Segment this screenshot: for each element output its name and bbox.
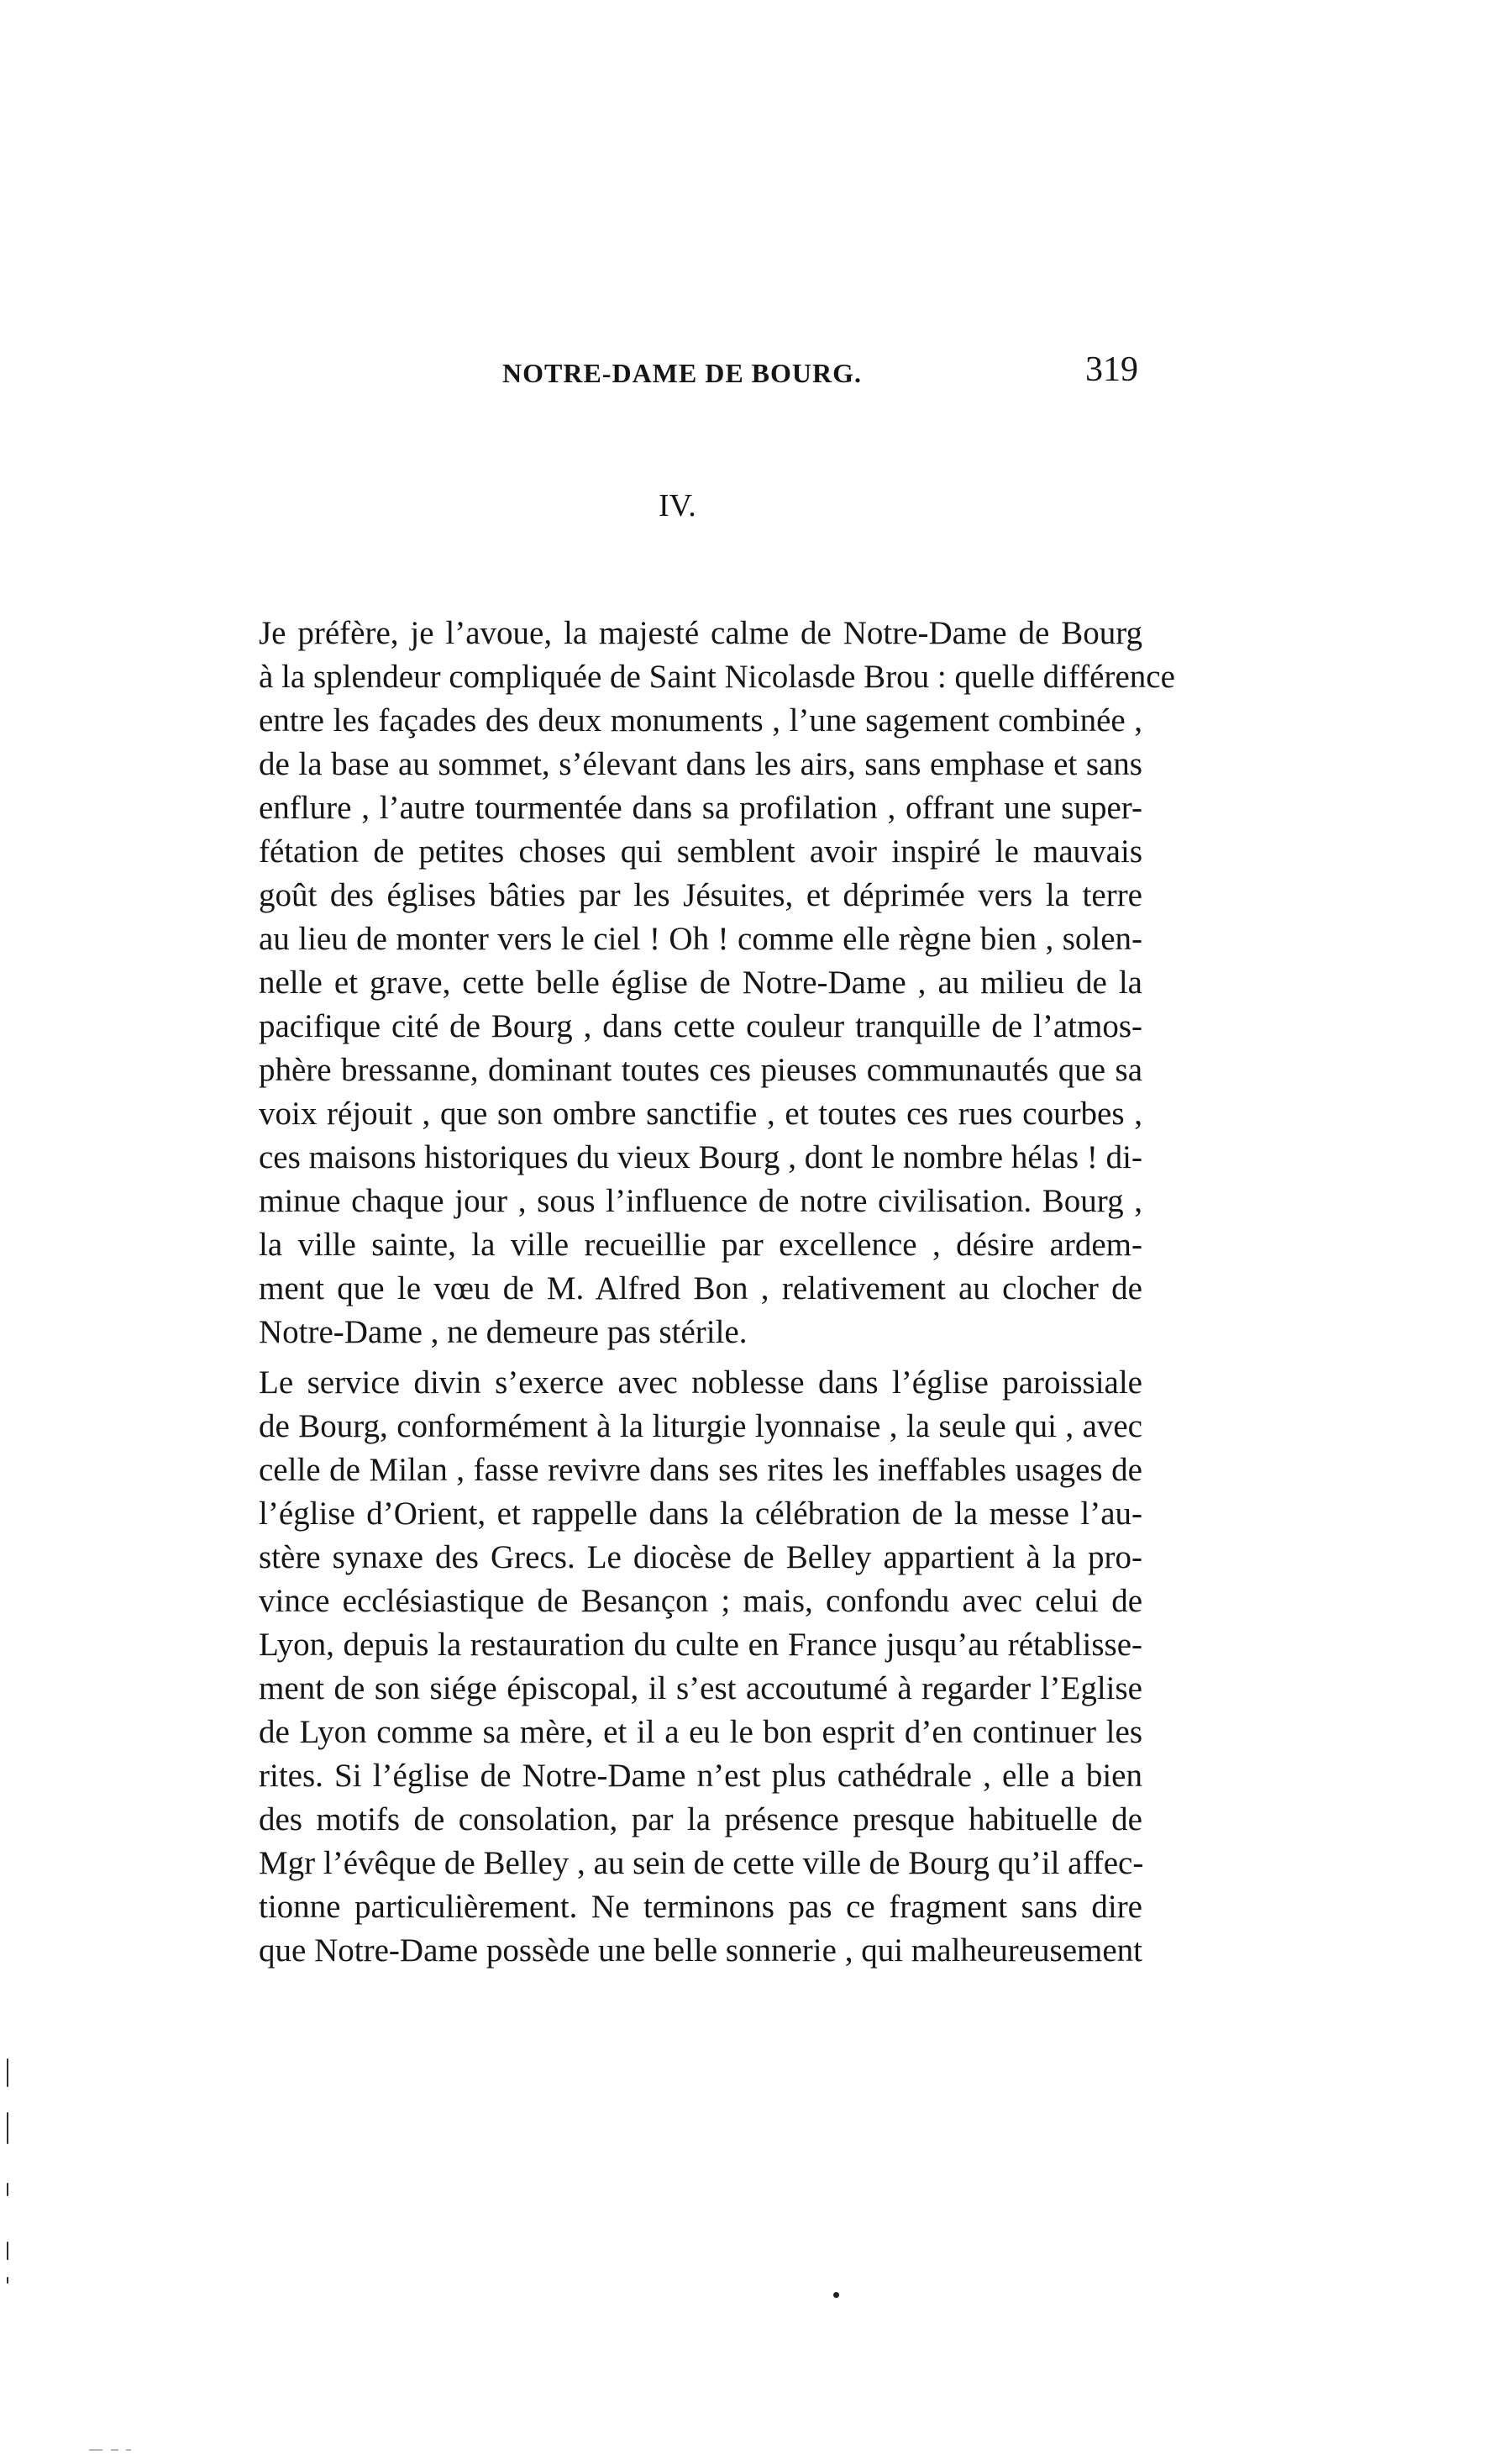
- text-line: phère bressanne, dominant toutes ces pieuses communautés que sa: [259, 1052, 1142, 1088]
- text-line: à la splendeur compliquée de Saint Nicolasde Brou : quelle différence: [259, 659, 1175, 695]
- text-line: Je préfère, je l’avoue, la majesté calme de Notre-Dame de Bourg: [259, 615, 1142, 651]
- left-margin-scan-mark: [7, 2277, 8, 2284]
- text-line: de la base au sommet, s’élevant dans les airs, sans emphase et sans: [259, 746, 1142, 782]
- text-line: ment que le vœu de M. Alfred Bon , relativement au clocher de: [259, 1270, 1142, 1306]
- text-line: ment de son siége épiscopal, il s’est accoutumé à regarder l’Eglise: [259, 1670, 1142, 1706]
- text-line: pacifique cité de Bourg , dans cette couleur tranquille de l’atmos-: [259, 1008, 1142, 1044]
- scan-dot: [833, 2292, 839, 2298]
- text-line: au lieu de monter vers le ciel ! Oh ! comme elle règne bien , solen-: [259, 921, 1142, 957]
- bottom-scan-mark: [126, 2449, 131, 2451]
- left-margin-scan-mark: [7, 2242, 8, 2260]
- body-text: [259, 612, 1175, 1973]
- text-line: vince ecclésiastique de Besançon ; mais, confondu avec celui de: [259, 1583, 1142, 1619]
- section-number: IV.: [659, 488, 696, 523]
- text-line: Notre-Dame , ne demeure pas stérile.: [259, 1314, 748, 1350]
- text-line: que Notre-Dame possède une belle sonnerie , qui malheureusement: [259, 1932, 1142, 1969]
- text-line: goût des églises bâties par les Jésuites, et déprimée vers la terre: [259, 877, 1142, 913]
- text-line: Le service divin s’exerce avec noblesse dans l’église paroissiale: [259, 1364, 1142, 1401]
- text-line: enflure , l’autre tourmentée dans sa profilation , offrant une super-: [259, 790, 1142, 826]
- text-line: celle de Milan , fasse revivre dans ses rites les ineffables usages de: [259, 1452, 1142, 1488]
- text-line: entre les façades des deux monuments , l’une sagement combinée ,: [259, 702, 1142, 739]
- bottom-scan-mark: [89, 2449, 102, 2451]
- text-line: fétation de petites choses qui semblent avoir inspiré le mauvais: [259, 833, 1142, 870]
- left-margin-scan-mark: [7, 2112, 8, 2144]
- text-line: voix réjouit , que son ombre sanctifie , et toutes ces rues courbes ,: [259, 1096, 1142, 1132]
- bottom-scan-mark: [111, 2449, 118, 2451]
- text-line: la ville sainte, la ville recueillie par excellence , désire ardem-: [259, 1227, 1142, 1263]
- text-line: de Lyon comme sa mère, et il a eu le bon esprit d’en continuer les: [259, 1714, 1142, 1750]
- text-line: minue chaque jour , sous l’influence de notre civilisation. Bourg ,: [259, 1183, 1142, 1219]
- text-line: de Bourg, conformément à la liturgie lyonnaise , la seule qui , avec: [259, 1408, 1142, 1444]
- text-line: ces maisons historiques du vieux Bourg , dont le nombre hélas ! di-: [259, 1139, 1142, 1175]
- left-margin-scan-mark: [7, 2058, 8, 2087]
- text-line: tionne particulièrement. Ne terminons pas ce fragment sans dire: [259, 1889, 1142, 1925]
- text-line: stère synaxe des Grecs. Le diocèse de Belley appartient à la pro-: [259, 1539, 1142, 1575]
- text-line: nelle et grave, cette belle église de Notre-Dame , au milieu de la: [259, 965, 1142, 1001]
- text-line: Lyon, depuis la restauration du culte en France jusqu’au rétablisse-: [259, 1627, 1142, 1663]
- text-line: rites. Si l’église de Notre-Dame n’est plus cathédrale , elle a bien: [259, 1758, 1142, 1794]
- paragraph-gap: [259, 1354, 1142, 1361]
- running-title: NOTRE-DAME DE BOURG.: [502, 358, 863, 388]
- text-line: des motifs de consolation, par la présence presque habituelle de: [259, 1801, 1142, 1837]
- left-margin-scan-mark: [7, 2183, 8, 2196]
- text-line: Mgr l’évêque de Belley , au sein de cette ville de Bourg qu’il affec-: [259, 1845, 1144, 1881]
- page-number: 319: [1085, 350, 1138, 389]
- text-line: l’église d’Orient, et rappelle dans la célébration de la messe l’au-: [259, 1496, 1142, 1532]
